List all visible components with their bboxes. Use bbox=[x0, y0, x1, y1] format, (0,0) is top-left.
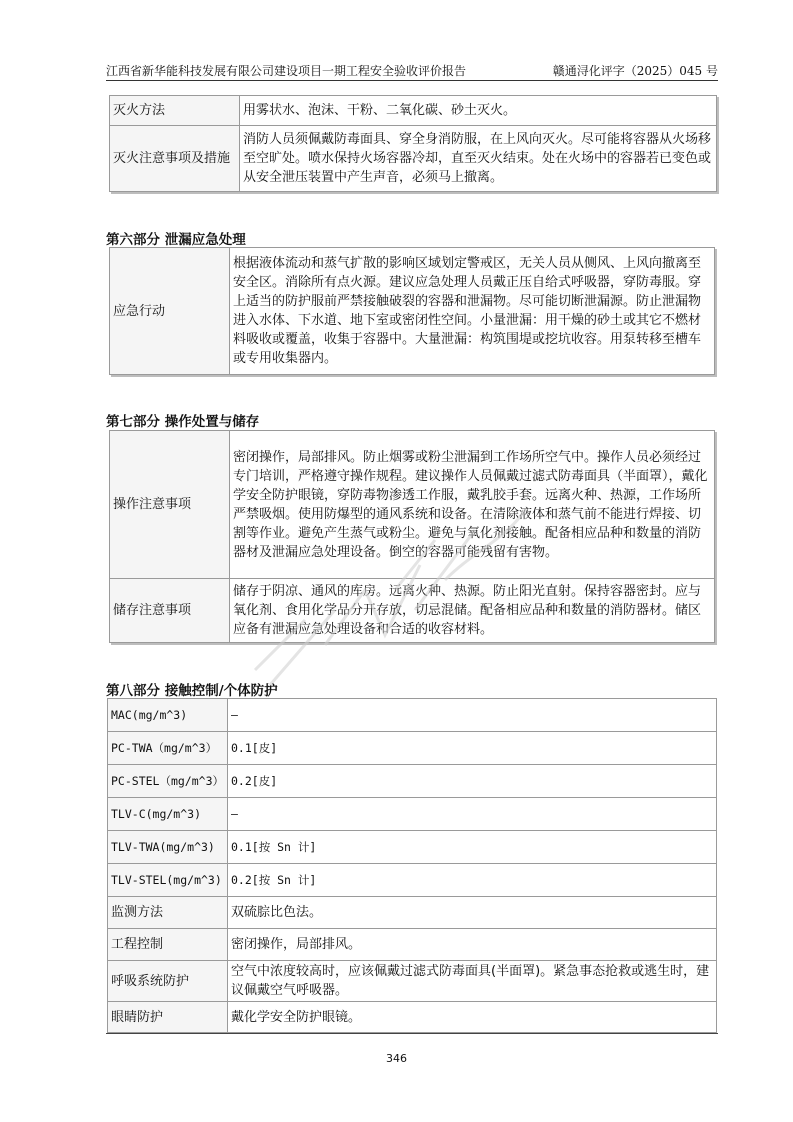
table-row bbox=[108, 1002, 717, 1033]
row-value: 0.2[皮] bbox=[228, 765, 717, 798]
table-row bbox=[108, 929, 717, 961]
row-value: – bbox=[228, 699, 717, 732]
row-label: 灭火注意事项及措施 bbox=[110, 126, 240, 192]
table-row bbox=[108, 864, 717, 897]
page-header bbox=[106, 60, 718, 81]
row-label: TLV-C(mg/m^3) bbox=[108, 798, 228, 831]
handling-storage-table bbox=[109, 430, 715, 643]
table-row bbox=[110, 126, 717, 192]
row-label: 储存注意事项 bbox=[110, 579, 230, 643]
header-report-title: 江西省新华能科技发展有限公司建设项目一期工程安全验收评价报告 bbox=[106, 64, 467, 78]
footer-rule bbox=[106, 1033, 718, 1034]
row-value: 空气中浓度较高时，应该佩戴过滤式防毒面具(半面罩)。紧急事态抢救或逃生时，建议佩戴空气呼吸器。 bbox=[228, 961, 717, 1002]
row-value: 0.2[按 Sn 计] bbox=[228, 864, 717, 897]
row-label: TLV-TWA(mg/m^3) bbox=[108, 831, 228, 864]
section8-title: 第八部分 接触控制/个体防护 bbox=[106, 683, 278, 699]
row-value: 0.1[按 Sn 计] bbox=[228, 831, 717, 864]
table-row bbox=[110, 579, 715, 643]
row-value: – bbox=[228, 798, 717, 831]
row-value: 消防人员须佩戴防毒面具、穿全身消防服，在上风向灭火。尽可能将容器从火场移至空旷处。喷水保持火场容器冷却，直至灭火结束。处在火场中的容器若已变色或从安全泄压装置中产生声音，必须马上撤离。 bbox=[240, 126, 717, 192]
table-row bbox=[108, 831, 717, 864]
row-value: 储存于阴凉、通风的库房。远离火种、热源。防止阳光直射。保持容器密封。应与氧化剂、食用化学品分开存放，切忌混储。配备相应品种和数量的消防器材。储区应备有泄漏应急处理设备和合适的收容材料。 bbox=[230, 579, 715, 643]
table-row bbox=[110, 431, 715, 579]
row-label: 应急行动 bbox=[110, 248, 230, 375]
row-value: 双硫腙比色法。 bbox=[228, 897, 717, 929]
table-row bbox=[108, 961, 717, 1002]
table-row bbox=[110, 96, 717, 126]
header-report-number: 赣通浔化评字（2025）045 号 bbox=[552, 64, 718, 78]
page-number: 346 bbox=[386, 1052, 407, 1065]
row-label: PC-STEL（mg/m^3） bbox=[108, 765, 228, 798]
row-label: 工程控制 bbox=[108, 929, 228, 961]
section7-title: 第七部分 操作处置与储存 bbox=[106, 414, 260, 430]
row-label: 监测方法 bbox=[108, 897, 228, 929]
table-row bbox=[110, 248, 715, 375]
table-row bbox=[108, 765, 717, 798]
row-label: 灭火方法 bbox=[110, 96, 240, 126]
row-value: 密闭操作，局部排风。 bbox=[228, 929, 717, 961]
fire-fighting-table bbox=[109, 95, 717, 192]
row-label: TLV-STEL(mg/m^3) bbox=[108, 864, 228, 897]
row-value: 用雾状水、泡沫、干粉、二氧化碳、砂土灭火。 bbox=[240, 96, 717, 126]
row-value: 戴化学安全防护眼镜。 bbox=[228, 1002, 717, 1033]
row-label: 呼吸系统防护 bbox=[108, 961, 228, 1002]
table-row bbox=[108, 897, 717, 929]
row-label: 操作注意事项 bbox=[110, 431, 230, 579]
row-value: 密闭操作，局部排风。防止烟雾或粉尘泄漏到工作场所空气中。操作人员必须经过专门培训，严格遵守操作规程。建议操作人员佩戴过滤式防毒面具（半面罩），戴化学安全防护眼镜，穿防毒物渗透工作服，戴乳胶手套。远离火种、热源，工作场所严禁吸烟。使用防爆型的通风系统和设备。在清除液体和蒸气前不能进行焊接、切割等作业。避免产生蒸气或粉尘。避免与氧化剂接触。配备相应品种和数量的消防器材及泄漏应急处理设备。倒空的容器可能残留有害物。 bbox=[230, 431, 715, 579]
row-label: 眼睛防护 bbox=[108, 1002, 228, 1033]
leak-response-table bbox=[109, 247, 715, 375]
row-value: 根据液体流动和蒸气扩散的影响区域划定警戒区，无关人员从侧风、上风向撤离至安全区。消除所有点火源。建议应急处理人员戴正压自给式呼吸器，穿防毒服。穿上适当的防护服前严禁接触破裂的容器和泄漏物。尽可能切断泄漏源。防止泄漏物进入水体、下水道、地下室或密闭性空间。小量泄漏：用干燥的砂土或其它不燃材料吸收或覆盖，收集于容器中。大量泄漏：构筑围堤或挖坑收容。用泵转移至槽车或专用收集器内。 bbox=[230, 248, 715, 375]
section6-title: 第六部分 泄漏应急处理 bbox=[106, 232, 246, 248]
exposure-control-table bbox=[107, 698, 717, 1033]
row-label: MAC(mg/m^3) bbox=[108, 699, 228, 732]
table-row bbox=[108, 798, 717, 831]
row-label: PC-TWA（mg/m^3） bbox=[108, 732, 228, 765]
table-row bbox=[108, 732, 717, 765]
table-row bbox=[108, 699, 717, 732]
row-value: 0.1[皮] bbox=[228, 732, 717, 765]
